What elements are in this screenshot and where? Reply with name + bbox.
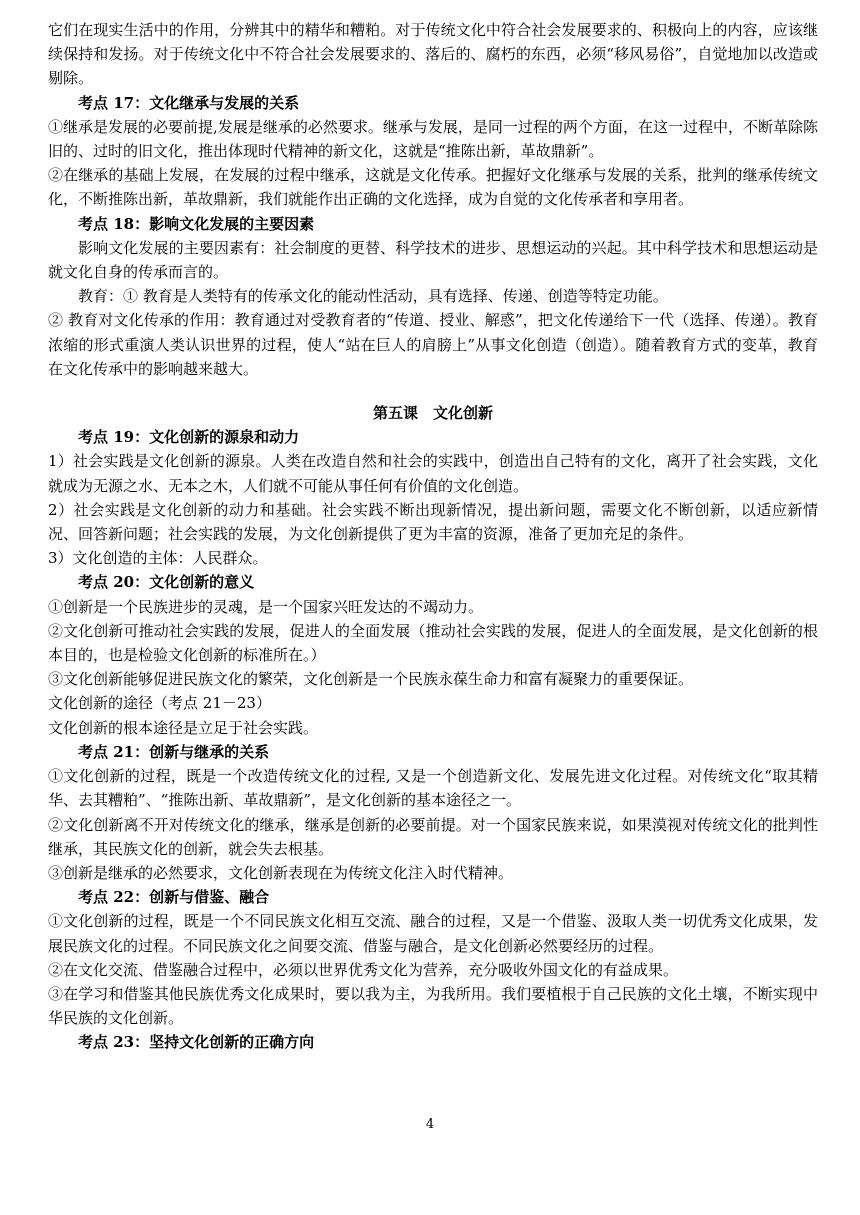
section-title-lesson-5: 第五课 文化创新: [372, 404, 493, 423]
heading-kaodian-17: 考点 17：文化继承与发展的关系: [78, 93, 300, 112]
document-body: [48, 18, 818, 1055]
heading-kaodian-19: 考点 19：文化创新的源泉和动力: [78, 428, 300, 447]
paragraph-paths-title: 文化创新的途径（考点 21－23）: [48, 694, 271, 713]
paragraph-source-1: 1）社会实践是文化创新的源泉。人类在改造自然和社会的实践中，创造出自己特有的文化，离开了社会实践，文化就成为无源之水、无本之木，人们就不可能从事任何有价值的文化创造。: [48, 452, 818, 495]
paragraph-source-2: 2）社会实践是文化创新的动力和基础。社会实践不断出现新情况，提出新问题，需要文化不断创新，以适应新情况、回答新问题；社会实践的发展，为文化创新提供了更为丰富的资源，准备了更加充足的条件。: [48, 500, 818, 544]
paragraph-tradition-intro: 它们在现实生活中的作用，分辨其中的精华和糟粕。对于传统文化中符合社会发展要求的、积极向上的内容，应该继续保持和发扬。对于传统文化中不符合社会发展要求的、落后的、腐朽的东西，必须“移风易俗”，自觉地加以改造或剔除。: [48, 21, 818, 88]
page-number: 4: [425, 1117, 435, 1132]
heading-kaodian-22: 考点 22：创新与借鉴、融合: [78, 888, 270, 907]
heading-kaodian-21: 考点 21：创新与继承的关系: [78, 742, 270, 761]
paragraph-significance-1: ①创新是一个民族进步的灵魂，是一个国家兴旺发达的不竭动力。: [48, 597, 484, 616]
paragraph-inherit-develop-2: ②在继承的基础上发展，在发展的过程中继承，这就是文化传承。把握好文化继承与发展的关系，批判的继承传统文化，不断推陈出新，革故鼎新，我们就能作出正确的文化选择，成为自觉的文化传承者和享用者。: [48, 166, 818, 209]
heading-kaodian-18: 考点 18：影响文化发展的主要因素: [78, 214, 315, 233]
paragraph-borrow-1: ①文化创新的过程，既是一个不同民族文化相互交流、融合的过程，又是一个借鉴、汲取人类一切优秀文化成果，发展民族文化的过程。不同民族文化之间要交流、借鉴与融合，是文化创新必然要经历的过程。: [48, 912, 818, 955]
paragraph-borrow-2: ②在文化交流、借鉴融合过程中，必须以世界优秀文化为营养，充分吸收外国文化的有益成果。: [48, 960, 679, 979]
paragraph-paths-root: 文化创新的根本途径是立足于社会实践。: [48, 718, 319, 737]
paragraph-significance-2: ②文化创新可推动社会实践的发展，促进人的全面发展（推动社会实践的发展，促进人的全面发展，是文化创新的根本目的，也是检验文化创新的标准所在。）: [48, 621, 818, 665]
heading-kaodian-20: 考点 20：文化创新的意义: [78, 573, 255, 592]
paragraph-inherit-develop-1: ①继承是发展的必要前提,发展是继承的必然要求。继承与发展，是同一过程的两个方面，在这一过程中，不断革除陈旧的、过时的旧文化，推出体现时代精神的新文化，这就是“推陈出新，革故鼎新”。: [48, 117, 818, 161]
paragraph-innovate-inherit-2: ②文化创新离不开对传统文化的继承，继承是创新的必要前提。对一个国家民族来说，如果漠视对传统文化的批判性继承，其民族文化的创新，就会失去根基。: [48, 815, 818, 858]
paragraph-source-3: 3）文化创造的主体：人民群众。: [48, 549, 268, 568]
paragraph-education-1: 教育：① 教育是人类特有的传承文化的能动性活动，具有选择、传递、创造等特定功能。: [78, 287, 668, 306]
paragraph-borrow-3: ③在学习和借鉴其他民族优秀文化成果时，要以我为主，为我所用。我们要植根于自己民族的文化土壤，不断实现中华民族的文化创新。: [48, 984, 818, 1028]
paragraph-significance-3: ③文化创新能够促进民族文化的繁荣，文化创新是一个民族永葆生命力和富有凝聚力的重要保证。: [48, 670, 694, 689]
paragraph-innovate-inherit-1: ①文化创新的过程，既是一个改造传统文化的过程, 又是一个创造新文化、发展先进文化过程。对传统文化“取其精华、去其糟粕”、“推陈出新、革故鼎新”，是文化创新的基本途径之一。: [48, 767, 818, 810]
paragraph-innovate-inherit-3: ③创新是继承的必然要求，文化创新表现在为传统文化注入时代精神。: [48, 863, 514, 882]
paragraph-education-2: ② 教育对文化传承的作用：教育通过对受教育者的“传道、授业、解惑”，把文化传递给下一代（选择、传递）。教育浓缩的形式重演人类认识世界的过程，使人“站在巨人的肩膀上”从事文化创造（创造）。随着教育方式的变革，教育在文化传承中的影响越来越大。: [48, 311, 818, 378]
paragraph-factors: 影响文化发展的主要因素有：社会制度的更替、科学技术的进步、思想运动的兴起。其中科学技术和思想运动是就文化自身的传承而言的。: [48, 238, 818, 282]
heading-kaodian-23: 考点 23：坚持文化创新的正确方向: [78, 1033, 315, 1052]
